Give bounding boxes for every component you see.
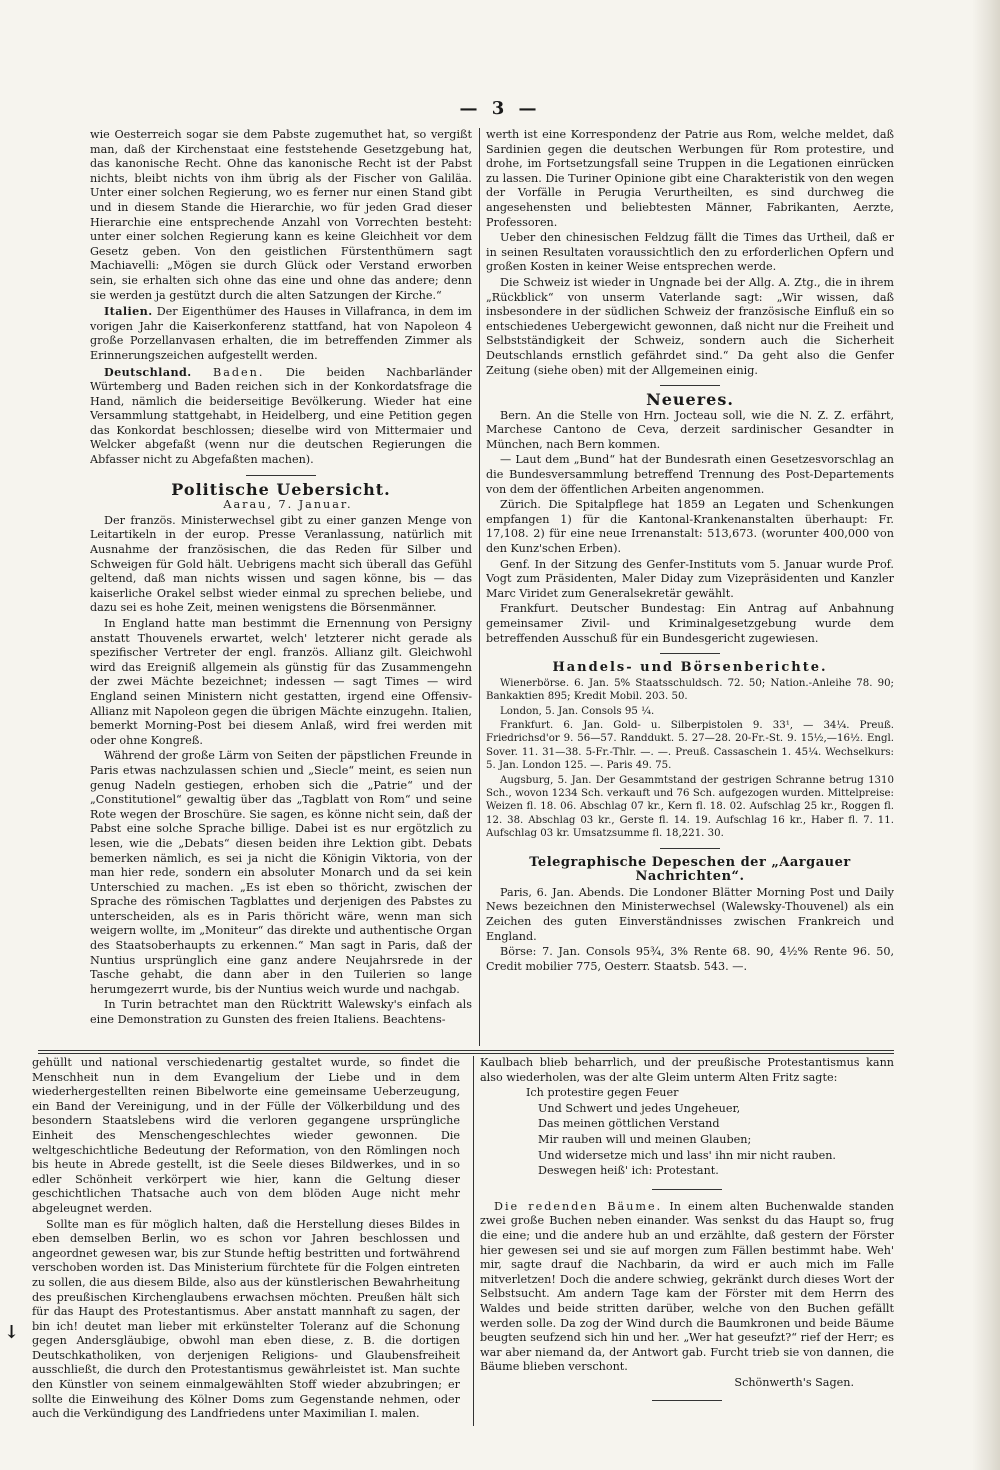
paragraph: Während der große Lärm von Seiten der päpstlichen Freunde in Paris etwas nachzulassen schien und „Siecle“ meint, es seien nun genug Nadeln gestiegen, erhoben sich die „Patrie“ und der „Constitutionel“ gewaltig über das „Tagblatt von Rom“ und seine Rote wegen der Broschüre. Sie sagen, es könne nicht sein, daß der Pabst eine solche Sprache billige. Dabei ist es nur ergötzlich zu lesen, wie die „Debats“ diesen beiden ihre Lektion gibt. Debats bemerken nämlich, es sei ja nicht die Königin Viktoria, von der man hier rede, sondern ein absoluter Monarch und da sei kein Unterschied zu machen. „Es ist eben so thöricht, zwischen der Sprache des römischen Tagblattes und derjenigen des Pabstes zu unterscheiden, als es in Paris thöricht wäre, wenn man sich weigern wollte, im „Moniteur“ das direkte und authentische Organ des Staatsoberhaupts zu erkennen.“ Man sagt in Paris, daß der Nuntius ursprünglich eine ganz andere Neujahrsrede in der Tasche gehabt, die dann aber in den Tuilerien so lange herumgezerrt wurde, bis der Nuntius weich wurde und nachgab. [90, 749, 472, 996]
news-zuerich: Zürich. Die Spitalpflege hat 1859 an Legaten und Schenkungen empfangen 1) für die Kantonal-Krankenanstalten überhaupt: Fr. 17,108. 2) für eine neue Irrenanstalt: 513,673. (worunter 400,000 von den Kunz'schen Erben). [486, 498, 894, 556]
column-rule [479, 128, 480, 1046]
left-column [90, 128, 472, 1046]
poem [480, 1086, 894, 1179]
binding-mark: ↓ [4, 1322, 20, 1343]
paragraph: wie Oesterreich sogar sie dem Pabste zugemuthet hat, so vergißt man, daß der Kirchenstaat eine feststehende Gesetzgebung hat, das kanonische Recht. Ohne das kanonische Recht ist der Pabst nichts, bleibt nichts von ihm übrig als der Fischer von Galiläa. Unter einer solchen Regierung, wo es ferner nur einen Stand gibt und in diesem Stande die Hierarchie, wo für jeden Grad dieser Hierarchie eine entsprechende Anzahl von Vorrechten besteht: unter einer solchen Regierung kann es keine Gleichheit vor dem Gesetz geben. Von den geistlichen Fürstenthümern sagt Machiavelli: „Mögen sie durch Glück oder Verstand erworben sein, sie erhalten sich ohne das eine und ohne das andere; denn sie werden ja gestützt durch die alten Satzungen der Kirche.“ [90, 128, 472, 302]
market-wien: Wienerbörse. 6. Jan. 5% Staatsschuldsch. 72. 50; Nation.-Anleihe 78. 90; Bankaktien 895; Kredit Mobil. 203. 50. [486, 677, 894, 703]
paragraph-baeume: Die redenden Bäume. In einem alten Buchenwalde standen zwei große Buchen neben einander. Was senkst du das Haupt so, frug die eine; und die andere hub an und erzählte, daß gestern der Förster hier gewesen sei und sie auf morgen zum Fällen bestimmt habe. Weh' mir, sagte drauf die Nachbarin, da wird er auch mich im Falle mitverletzen! Doch die andere schwieg, gekränkt durch dieses Wort der Selbstsucht. Am andern Tage kam der Förster mit dem Herrn des Waldes und beide stritten darüber, welche von den Buchen gefällt werden solle. Da zog der Wind durch die Baumkronen und beide Bäume beugten seufzend sich hin und her. „Wer hat geseufzt?“ rief der Herr; es war aber niemand da, der Antwort gab. Furcht trieb sie von dannen, die Bäume blieben verschont. [480, 1199, 894, 1374]
market-london: London, 5. Jan. Consols 95 ¼. [500, 705, 655, 717]
dateline: Aarau, 7. Januar. [223, 498, 353, 512]
feuilleton-left-column [32, 1056, 460, 1426]
telegram-paris: Paris, 6. Jan. Abends. Die Londoner Blätter Morning Post und Daily News bezeichnen den Ministerwechsel (Walewsky-Thouvenel) als ein Zeichen des guten Einverständnisses zwischen Frankreich und England. [486, 885, 894, 943]
story-title: Die redenden Bäume. [494, 1199, 663, 1213]
paragraph-italien: Italien. Der Eigenthümer des Hauses in Villafranca, in dem im vorigen Jahr die Kaiserkonferenz stattfand, hat von Napoleon 4 große Porzellanvasen erhalten, die im betreffenden Zimmer als Erinnerungszeichen aufgestellt werden. [90, 304, 472, 362]
feuilleton-rule [38, 1053, 894, 1054]
paragraph: Ueber den chinesischen Feldzug fällt die Times das Urtheil, daß er in seinen Resultaten voraussichtlich den zu erforderlichen Opfern und großen Kosten in keiner Weise entsprechen werde. [486, 231, 894, 274]
paragraph: Kaulbach blieb beharrlich, und der preußische Protestantismus kann also wiederholen, was der alte Gleim unterm Alten Fritz sagte: [480, 1056, 894, 1084]
page-edge [972, 0, 1000, 1470]
section-heading: Neueres. [646, 390, 734, 410]
news-bund: — Laut dem „Bund“ hat der Bundesrath einen Gesetzesvorschlag an die Bundesversammlung betreffend Trennung des Post-Departements von dem der öffentlichen Arbeiten angenommen. [486, 453, 894, 496]
poem-line: Mir rauben will und meinen Glauben; [538, 1132, 752, 1146]
right-column [486, 128, 894, 1046]
poem-line: Und Schwert und jedes Ungeheuer, [538, 1101, 741, 1115]
section-heading: Politische Uebersicht. [171, 479, 391, 499]
divider [660, 385, 720, 386]
section-label: Italien. [104, 304, 153, 319]
section-heading: Telegraphische Depeschen der „Aargauer Nachrichten“. [529, 854, 851, 885]
market-augsburg: Augsburg, 5. Jan. Der Gesammtstand der gestrigen Schranne betrug 1310 Sch., wovon 1234 Sch. verkauft und 76 Sch. aufgezogen wurden. Mittelpreise: Weizen fl. 18. 06. Abschlag 07 kr., Kern fl. 18. 02. Aufschlag 25 kr., Roggen fl. 12. 38. Abschlag 03 kr., Gerste fl. 14. 19. Aufschlag 16 kr., Haber fl. 7. 11. Aufschlag 03 kr. Umsatzsumme fl. 18,221. 30. [486, 774, 894, 840]
news-frankfurt: Frankfurt. Deutscher Bundestag: Ein Antrag auf Anbahnung gemeinsamer Zivil- und Kriminalgesetzgebung wurde dem betreffenden Ausschuß für ein Bundesgericht zugewiesen. [486, 602, 894, 645]
section-label: Deutschland. [104, 364, 192, 379]
paragraph-deutschland: Deutschland. Baden. Die beiden Nachbarländer Würtemberg und Baden reichen sich in der Konkordatsfrage die Hand, nämlich die beiderseitige Bevölkerung. Wieder hat eine Versammlung stattgehabt, in Heidelberg, und eine Petition gegen das Konkordat beschlossen; dieselbe wird von Mittermaier und Welcker abgefaßt (wenn nur die deutschen Regierungen die Abfasser nicht zu Abgefaßten machen). [90, 364, 472, 467]
paragraph: Sollte man es für möglich halten, daß die Herstellung dieses Bildes in eben demselben Berlin, wo es schon vor Jahren beschlossen und angeordnet gewesen war, bis zur Stunde heftig bestritten und fortwährend verschoben worden ist. Das Ministerium fürchtete für die Folgen eintreten zu sollen, die aus diesem Bilde, also aus der künstlerischen Bewahrheitung des preußischen Kirchenglaubens erwachsen möchten. Preußen hält sich für das Haupt des Protestantismus. Aber anstatt mannhaft zu sagen, der bin ich! deutet man lieber mit erkünstelter Toleranz auf die Schonung gegen Andersgläubige, obwohl man eben diese, z. B. die dortigen Deutschkatholiken, von derjenigen Religions- und Glaubensfreiheit ausschließt, die durch den Protestantismus gewährleistet ist. Man suchte den Künstler von seinem einmalgewählten Stoff wieder abzubringen; er sollte die Einweihung des Kölner Doms zum Gegenstande nehmen, oder auch die Verkündigung des Landfriedens unter Maximilian I. malen. [32, 1217, 460, 1421]
paragraph: In Turin betrachtet man den Rücktritt Walewsky's einfach als eine Demonstration zu Gunsten des freien Italiens. Beachtens- [90, 998, 472, 1027]
source-signature: Schönwerth's Sagen. [734, 1375, 854, 1389]
feuilleton-right-column [480, 1056, 894, 1426]
section-heading: Handels- und Börsenberichte. [552, 660, 828, 676]
column-rule [473, 1056, 474, 1426]
paragraph: gehüllt und national verschiedenartig gestaltet wurde, so findet die Menschheit nun in dem Evangelium der Liebe und in dem wiederhergestellten reinen Bibelworte eine gemeinsame Ueberzeugung, ein Band der Vereinigung, und in der Fülle der Völkerbildung und des besondern Staatslebens wird die verloren gegangene ursprüngliche Einheit des Menschengeschlechtes wieder gewonnen. Die weltgeschichtliche Bedeutung der Reformation, von den Römlingen noch bis heute in Abrede gestellt, ist die Seele dieses Bildwerkes, und in so edler Schönheit verkörpert wie hier, kann die Geltung dieser geschichtlichen Thatsache auch von dem blöden Auge nicht mehr abgeleugnet werden. [32, 1056, 460, 1215]
poem-line: Ich protestire gegen Feuer [526, 1086, 679, 1100]
paragraph: Der französ. Ministerwechsel gibt zu einer ganzen Menge von Leitartikeln in der europ. Presse Veranlassung, natürlich mit Ausnahme der französischen, die das Reden für Silber und Schweigen für Gold hält. Uebrigens macht sich überall das Gefühl geltend, daß man nichts wissen und sagen könne, bis — das kaiserliche Orakel selbst wieder einmal zu sprechen beliebe, und dazu sei es hohe Zeit, meinen wenigstens die Börsenmänner. [90, 513, 472, 615]
feuilleton-rule [38, 1050, 894, 1051]
divider [660, 653, 720, 654]
poem-line: Und widersetze mich und lass' ihn mir nicht rauben. [538, 1148, 836, 1162]
section-sublabel: Baden. [212, 365, 265, 379]
paragraph: Die Schweiz ist wieder in Ungnade bei der Allg. A. Ztg., die in ihrem „Rückblick“ von unserm Vaterlande sagt: „Wir wissen, daß insbesondere in der südlichen Schweiz der französische Einfluß ein so entschiedenes Uebergewicht gewonnen, daß nicht nur die Freiheit und Selbstständigkeit der Schweiz, sondern auch die Sicherheit Deutschlands ernstlich gefährdet sind.“ Da geht also die Genfer Zeitung (siehe oben) mit der Allgemeinen einig. [486, 275, 894, 377]
market-frankfurt: Frankfurt. 6. Jan. Gold- u. Silberpistolen 9. 33¹, — 34¼. Preuß. Friedrichsd'or 9. 56—57. Randdukt. 5. 27—28. 20-Fr.-St. 9. 15½,—16½. Engl. Sover. 11. 31—38. 5-Fr.-Thlr. —. —. Preuß. Cassaschein 1. 45¼. Wechselkurs: 5. Jan. London 125. —. Paris 49. 75. [486, 720, 894, 772]
telegram-boerse: Börse: 7. Jan. Consols 95¾, 3% Rente 68. 90, 4½% Rente 96. 50, Credit mobilier 775, Oesterr. Staatsb. 543. —. [486, 945, 894, 973]
divider [660, 848, 720, 849]
divider [652, 1400, 722, 1401]
poem-line: Deswegen heiß' ich: Protestant. [538, 1164, 719, 1178]
news-bern: Bern. An die Stelle von Hrn. Jocteau soll, wie die N. Z. Z. erfährt, Marchese Cantono de Ceva, derzeit sardinischer Gesandter in München, nach Bern kommen. [486, 408, 894, 451]
news-genf: Genf. In der Sitzung des Genfer-Instituts vom 5. Januar wurde Prof. Vogt zum Präsidenten, Maler Diday zum Vizepräsidenten und Kanzler Marc Viridet zum Generalsekretär gewählt. [486, 557, 894, 600]
divider [652, 1189, 722, 1190]
paragraph: In England hatte man bestimmt die Ernennung von Persigny anstatt Thouvenels erwartet, welch' letzterer nicht gerade als spezifischer Vertreter der engl. französ. Allianz gilt. Gleichwohl wird das Ereigniß allgemein als günstig für das Zusammengehn der zwei Mächte bezeichnet; indessen — sagt Times — wird England seinen Ministern nicht gestatten, irgend eine Offensiv-Allianz mit Napoleon gegen die übrigen Mächte einzugehn. Italien, bemerkt Morning-Post bei diesem Anlaß, wird frei werden mit oder ohne Kongreß. [90, 617, 472, 747]
divider [246, 475, 316, 476]
page-number: — 3 — [459, 98, 541, 119]
poem-line: Das meinen göttlichen Verstand [538, 1117, 720, 1131]
paragraph: werth ist eine Korrespondenz der Patrie aus Rom, welche meldet, daß Sardinien gegen die deutschen Werbungen für Rom protestire, und drohe, im Fortsetzungsfall seine Truppen in die Legationen einrücken zu lassen. Die Turiner Opinione gibt eine Charakteristik von den wegen der Vorfälle in Perugia Verurtheilten, es sind durchweg die angesehensten und beliebtesten Männer, Fabrikanten, Aerzte, Professoren. [486, 128, 894, 229]
